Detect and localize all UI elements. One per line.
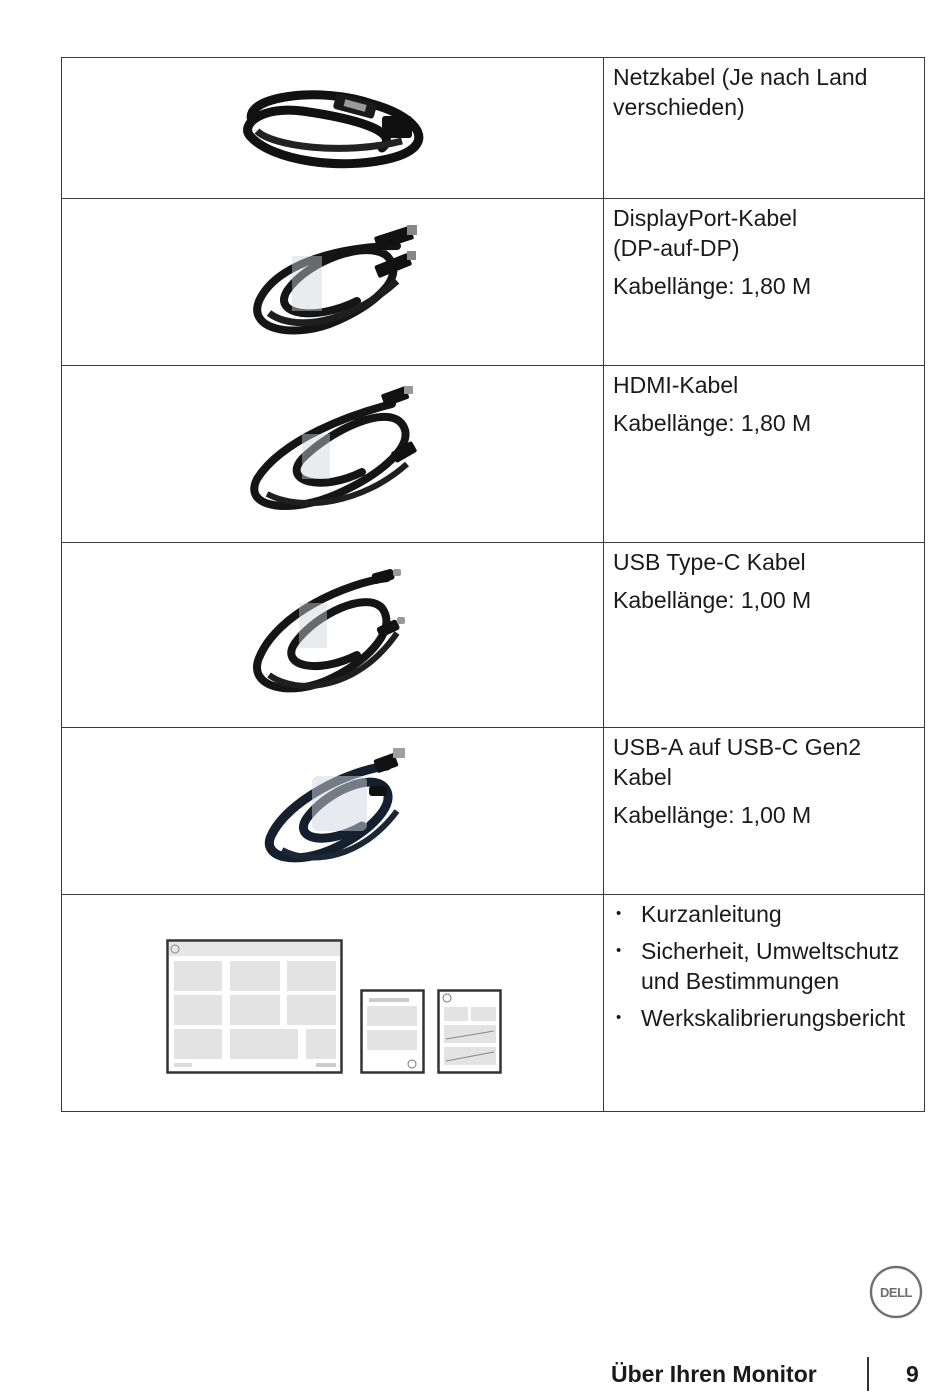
displayport-cable-name-line-1: DisplayPort-Kabel	[613, 205, 798, 231]
calibration-report-label: Werkskalibrierungsbericht	[641, 1005, 906, 1031]
page-footer	[0, 1355, 950, 1395]
usb-c-cable-length: Kabellänge: 1,00 M	[613, 587, 812, 613]
table-row	[62, 728, 925, 895]
usb-c-cable-icon	[247, 563, 407, 703]
dell-logo-text: DELL	[880, 1285, 912, 1300]
power-cable-image-cell	[62, 58, 604, 199]
hdmi-cable-image-cell	[62, 366, 604, 543]
bullet-symbol: •	[616, 905, 622, 922]
power-cable-text-cell	[604, 58, 925, 199]
table-row	[62, 895, 925, 1112]
displayport-cable-text-cell	[604, 199, 925, 366]
footer-section-title: Über Ihren Monitor	[611, 1361, 817, 1387]
usb-c-cable-image-cell	[62, 543, 604, 728]
bullet-symbol: •	[616, 942, 622, 959]
documentation-text-cell	[604, 895, 925, 1112]
table-row	[62, 58, 925, 199]
hdmi-cable-length: Kabellänge: 1,80 M	[613, 410, 812, 436]
displayport-cable-name-line-2: (DP-auf-DP)	[613, 235, 740, 261]
list-item	[613, 936, 916, 996]
usb-a-to-c-cable-length: Kabellänge: 1,00 M	[613, 802, 812, 828]
usb-c-cable-name: USB Type-C Kabel	[613, 549, 806, 575]
power-cable-label-line-2: verschieden)	[613, 94, 745, 120]
displayport-cable-icon	[247, 221, 422, 346]
table-row	[62, 543, 925, 728]
usb-a-to-c-cable-text-cell	[604, 728, 925, 895]
page-number: 9	[906, 1361, 919, 1387]
footer-divider	[867, 1357, 869, 1391]
usb-c-cable-text-cell	[604, 543, 925, 728]
quick-start-guide-label: Kurzanleitung	[641, 901, 782, 927]
list-item	[613, 899, 916, 929]
power-cable-label-line-1: Netzkabel (Je nach Land	[613, 64, 868, 90]
displayport-cable-image-cell	[62, 199, 604, 366]
documentation-image-cell	[62, 895, 604, 1112]
package-contents-table	[61, 57, 925, 1112]
table-row	[62, 366, 925, 543]
hdmi-cable-name: HDMI-Kabel	[613, 372, 739, 398]
bullet-symbol: •	[616, 1009, 622, 1026]
hdmi-cable-text-cell	[604, 366, 925, 543]
table-row	[62, 199, 925, 366]
dell-logo-icon	[869, 1265, 923, 1319]
documentation-list	[613, 899, 916, 1033]
safety-info-label: Sicherheit, Umweltschutz und Bestimmungen	[641, 938, 900, 994]
displayport-cable-length: Kabellänge: 1,80 M	[613, 273, 812, 299]
power-cable-icon	[232, 76, 442, 176]
documentation-icon	[166, 939, 506, 1077]
usb-a-to-c-cable-name-line-2: Kabel	[613, 764, 672, 790]
hdmi-cable-icon	[242, 384, 427, 524]
list-item	[613, 1003, 916, 1033]
usb-a-to-c-cable-name-line-1: USB-A auf USB-C Gen2	[613, 734, 861, 760]
usb-a-to-c-cable-icon	[257, 746, 412, 871]
usb-a-to-c-cable-image-cell	[62, 728, 604, 895]
